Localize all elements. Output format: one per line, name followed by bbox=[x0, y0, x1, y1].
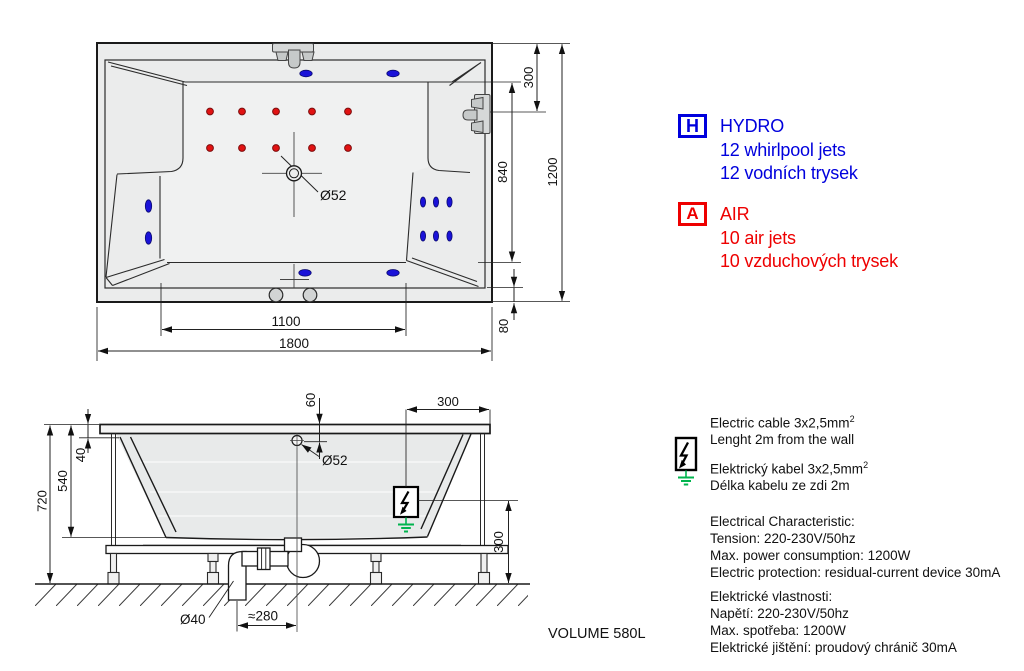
dim-label-1800: 1800 bbox=[278, 336, 310, 351]
dim-label-60: 60 bbox=[303, 392, 318, 408]
dim-label-840: 840 bbox=[495, 161, 510, 183]
legend-electric-box-icon bbox=[676, 438, 696, 485]
air-jet bbox=[207, 108, 214, 115]
air-title: AIR bbox=[720, 204, 750, 224]
air-jets-cz: 10 vzduchových trysek bbox=[720, 251, 898, 271]
dim-label-300-top: 300 bbox=[437, 394, 459, 409]
electrical-info bbox=[710, 411, 1000, 665]
whirlpool-jet bbox=[447, 231, 452, 241]
dim-label-siphon-offset: ≈280 bbox=[248, 608, 278, 624]
cable-sup: 2 bbox=[863, 460, 869, 471]
trap-tailpiece bbox=[285, 538, 302, 552]
char-en-title: Electrical Characteristic: bbox=[710, 514, 855, 530]
whirlpool-jet bbox=[300, 70, 312, 77]
whirlpool-jet bbox=[145, 200, 151, 212]
whirlpool-jet bbox=[145, 232, 151, 244]
air-jet bbox=[345, 145, 352, 152]
air-jet bbox=[273, 145, 280, 152]
faucet-knob bbox=[302, 52, 314, 61]
air-jet bbox=[239, 145, 246, 152]
dim-label-40: 40 bbox=[73, 447, 88, 463]
cable-info-cz bbox=[710, 457, 1000, 495]
ground-icon-bars bbox=[678, 478, 694, 485]
air-symbol-box bbox=[678, 202, 707, 226]
dim-label-300: 300 bbox=[521, 66, 536, 89]
leg-foot bbox=[108, 573, 119, 585]
rim-port bbox=[269, 288, 283, 302]
leg-stem bbox=[210, 562, 216, 573]
leg-stem bbox=[373, 562, 379, 573]
side-control-knob bbox=[472, 98, 484, 110]
dim-label-1200: 1200 bbox=[545, 157, 560, 187]
volume-label: VOLUME 580L bbox=[548, 626, 646, 642]
dim-label-300-right: 300 bbox=[491, 531, 506, 553]
hydro-symbol-box bbox=[678, 114, 707, 138]
cable-cz-line1: Elektrický kabel 3x2,5mm bbox=[710, 461, 864, 477]
top-view bbox=[97, 43, 570, 361]
side-control-knob bbox=[472, 121, 484, 133]
cable-cz-line2: Délka kabelu ze zdi 2m bbox=[710, 478, 850, 494]
cable-en-line2: Lenght 2m from the wall bbox=[710, 432, 855, 448]
whirlpool-jet bbox=[433, 197, 438, 207]
dim-label-80: 80 bbox=[496, 318, 511, 334]
drain-outer-circle bbox=[287, 166, 302, 181]
char-cz-line: Max. spotřeba: 1200W bbox=[710, 622, 846, 638]
whirlpool-jet bbox=[387, 70, 399, 77]
dim-label-drain-side: Ø52 bbox=[322, 453, 348, 468]
air-symbol: A bbox=[686, 204, 699, 223]
electrical-characteristics-en bbox=[710, 514, 1000, 581]
faucet-spout bbox=[289, 50, 301, 68]
air-jet bbox=[309, 108, 316, 115]
leg-stem bbox=[111, 554, 117, 573]
trap-union bbox=[258, 548, 271, 570]
char-cz-line: Napětí: 220-230V/50hz bbox=[710, 606, 849, 622]
cable-sup: 2 bbox=[849, 414, 855, 424]
side-view bbox=[35, 393, 531, 632]
char-en-line: Max. power consumption: 1200W bbox=[710, 547, 911, 563]
leg-block bbox=[208, 554, 218, 562]
dim-label-waste-pipe: Ø40 bbox=[180, 612, 206, 627]
hydro-symbol: H bbox=[686, 115, 699, 136]
tub-rim-slab bbox=[100, 425, 490, 434]
leg-block bbox=[371, 554, 381, 562]
leg-foot bbox=[371, 573, 382, 585]
whirlpool-jet bbox=[420, 197, 425, 207]
whirlpool-jet bbox=[447, 197, 452, 207]
air-jet bbox=[207, 145, 214, 152]
char-en-line: Electric protection: residual-current device 30mA bbox=[710, 564, 1001, 580]
air-jet bbox=[309, 145, 316, 152]
hydro-jets-en: 12 whirlpool jets bbox=[720, 139, 846, 160]
dim-label-1100: 1100 bbox=[271, 314, 301, 329]
hydro-jets-cz: 12 vodních trysek bbox=[720, 163, 858, 183]
electric-box-frame bbox=[676, 438, 696, 470]
air-jet bbox=[345, 108, 352, 115]
whirlpool-jet bbox=[433, 231, 438, 241]
rim-port bbox=[303, 288, 317, 302]
air-legend bbox=[720, 203, 898, 274]
cable-info-en bbox=[710, 411, 1000, 449]
dim-label-540: 540 bbox=[55, 470, 70, 492]
whirlpool-jet bbox=[299, 270, 311, 277]
leg-foot bbox=[208, 573, 219, 585]
leg-foot bbox=[479, 573, 490, 585]
faucet-knob bbox=[276, 52, 288, 61]
leg-stem bbox=[481, 554, 487, 573]
whirlpool-jet bbox=[420, 231, 425, 241]
char-en-line: Tension: 220-230V/50hz bbox=[710, 530, 856, 546]
whirlpool-jet bbox=[387, 270, 399, 277]
side-control-spout bbox=[463, 110, 477, 120]
electrical-characteristics-cz bbox=[710, 589, 1000, 656]
floor-hatching bbox=[35, 585, 528, 607]
cable-en-line1: Electric cable 3x2,5mm bbox=[710, 415, 850, 431]
dim-label-drain-top: Ø52 bbox=[320, 187, 347, 203]
air-jet bbox=[239, 108, 246, 115]
char-cz-title: Elektrické vlastnosti: bbox=[710, 589, 833, 605]
air-jet bbox=[273, 108, 280, 115]
hydro-title: HYDRO bbox=[720, 116, 785, 136]
air-jets-en: 10 air jets bbox=[720, 227, 796, 248]
hydro-legend bbox=[720, 115, 858, 186]
char-cz-line: Elektrické jištění: proudový chránič 30mA bbox=[710, 639, 957, 655]
dim-label-720: 720 bbox=[34, 490, 50, 512]
